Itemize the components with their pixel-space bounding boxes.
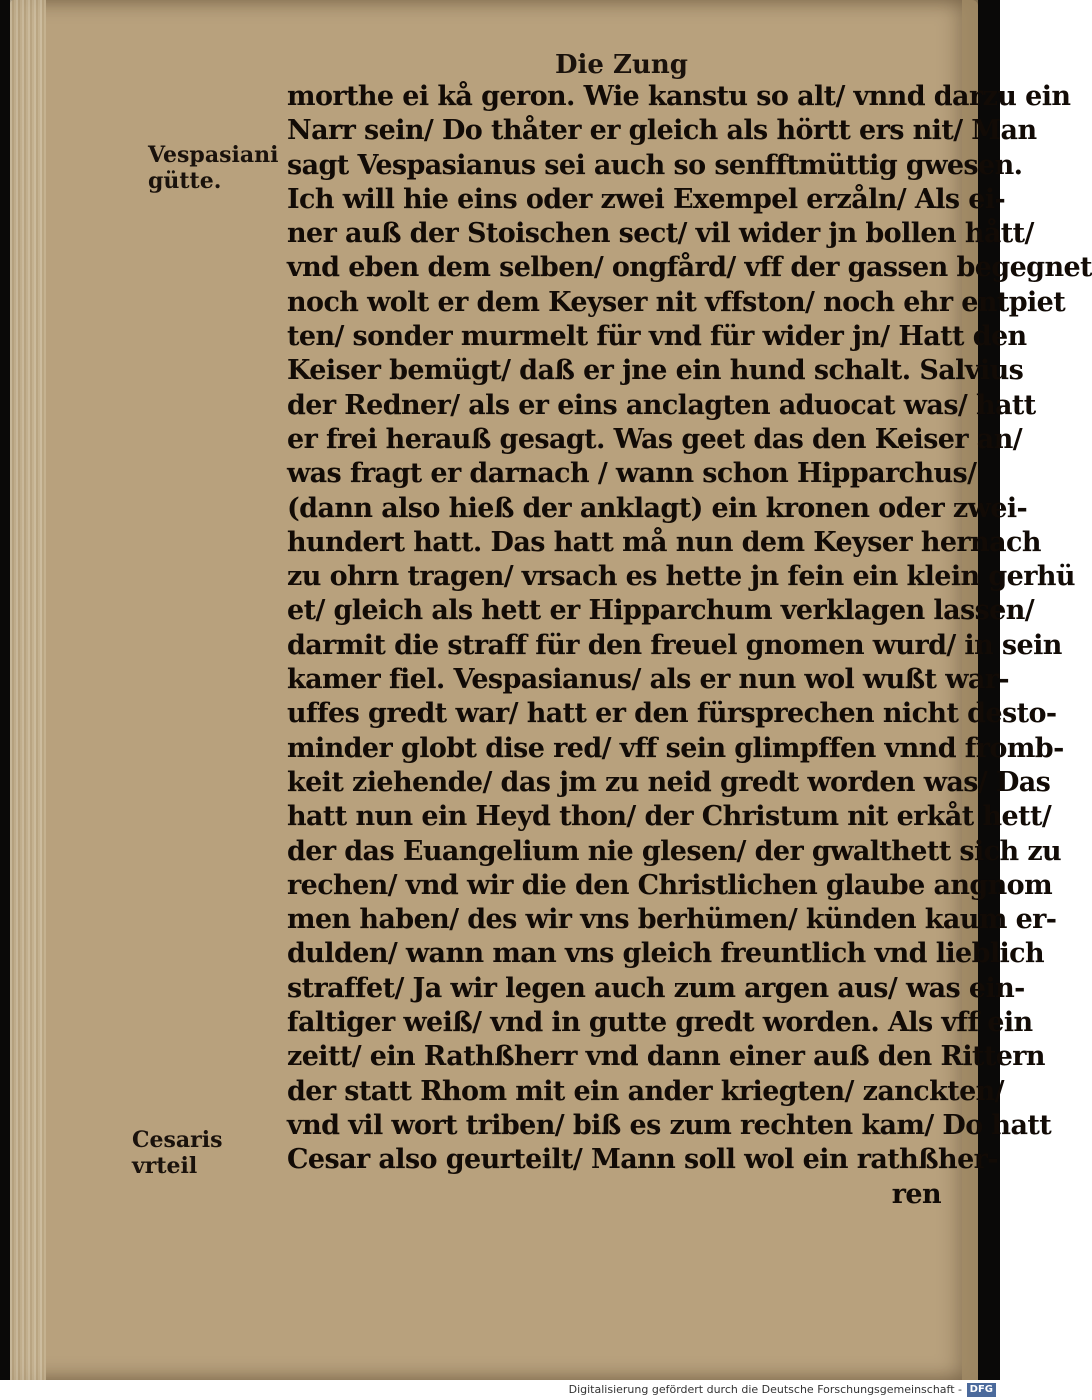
text-line: was fragt er darnach / wann schon Hipparchus/ — [287, 458, 977, 490]
text-line: ner auß der Stoischen sect/ vil wider jn bollen hått/ — [287, 218, 1034, 250]
text-line: ren — [891, 1178, 941, 1210]
text-line: der statt Rhom mit ein ander kriegten/ zanckten/ — [287, 1075, 1004, 1107]
text-line: keit ziehende/ das jm zu neid gredt worden was/ Das — [287, 766, 1051, 798]
text-line: der Redner/ als er eins anclagten aduocat was/ hatt — [287, 389, 1036, 421]
text-line: uffes gredt war/ hatt er den fürsprechen nicht desto- — [287, 698, 1057, 730]
text-line: der das Euangelium nie glesen/ der gwalthett sich zu — [287, 835, 1062, 867]
text-line: vnd vil wort triben/ biß es zum rechten kam/ Do hatt — [287, 1109, 1052, 1141]
text-line: men haben/ des wir vns berhümen/ künden kaum er- — [287, 904, 1057, 936]
text-line: straffet/ Ja wir legen auch zum argen aus/ was ein- — [287, 972, 1025, 1004]
text-line: (dann also hieß der anklagt) ein kronen oder zwei- — [287, 492, 1028, 524]
text-line: minder globt dise red/ vff sein glimpffen vnnd fromb- — [287, 732, 1064, 764]
body-text — [287, 80, 1092, 1212]
text-line: dulden/ wann man vns gleich freuntlich vnd lieblich — [287, 938, 1045, 970]
text-line: vnd eben dem selben/ ongfård/ vff der gassen begegnet — [287, 252, 1092, 284]
text-line: Keiser bemügt/ daß er jne ein hund schalt. Salvius — [287, 355, 1024, 387]
text-line: darmit die straff für den freuel gnomen wurd/ in sein — [287, 629, 1062, 661]
funding-notice: Digitalisierung gefördert durch die Deutsche Forschungsgemeinschaft - — [568, 1383, 962, 1396]
text-line: kamer fiel. Vespasianus/ als er nun wol wußt war- — [287, 664, 1009, 696]
text-line: Cesar also geurteilt/ Mann soll wol ein rathßher- — [287, 1144, 998, 1176]
footer — [0, 1380, 1000, 1400]
text-line: Ich will hie eins oder zwei Exempel erzåln/ Als ei- — [287, 183, 1006, 215]
text-line: ten/ sonder murmelt für vnd für wider jn/ Hatt den — [287, 321, 1027, 353]
text-line: noch wolt er dem Keyser nit vffston/ noch ehr entpiet — [287, 286, 1066, 318]
text-line: sagt Vespasianus sei auch so senfftmüttig gwesen. — [287, 149, 1023, 181]
text-line: er frei herauß gesagt. Was geet das den Keiser an/ — [287, 423, 1022, 455]
running-head: Die Zung — [555, 50, 688, 80]
text-line: faltiger weiß/ vnd in gutte gredt worden. Als vff ein — [287, 1007, 1033, 1039]
margin-note-vespasiani: Vespasiani gütte. — [148, 142, 279, 194]
text-line: et/ gleich als hett er Hipparchum verklagen lassen/ — [287, 595, 1035, 627]
text-line: zu ohrn tragen/ vrsach es hette jn fein ein klein gerhü — [287, 561, 1075, 593]
text-line: morthe ei kå geron. Wie kanstu so alt/ vnnd darzu ein — [287, 81, 1071, 112]
margin-note-cesaris: Cesaris vrteil — [132, 1127, 223, 1179]
text-line: hundert hatt. Das hatt må nun dem Keyser hernach — [287, 526, 1041, 558]
dfg-logo: DFG — [967, 1383, 996, 1397]
text-line: hatt nun ein Heyd thon/ der Christum nit erkåt hett/ — [287, 801, 1052, 833]
text-line: zeitt/ ein Rathßherr vnd dann einer auß den Rittern — [287, 1041, 1045, 1073]
text-line: Narr sein/ Do thåter er gleich als hörtt ers nit/ Man — [287, 115, 1037, 147]
page-edge-left — [10, 0, 46, 1380]
text-line: rechen/ vnd wir die den Christlichen glaube angnom — [287, 869, 1053, 901]
